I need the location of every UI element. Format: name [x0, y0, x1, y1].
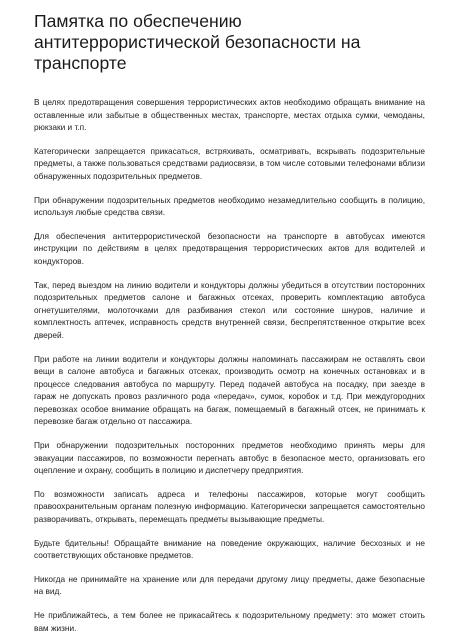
paragraph-2: Категорически запрещается прикасаться, встряхивать, осматривать, вскрывать подозрительные предметы, а также пользоваться средствами радиосвязи, в том числе сотовыми телефонами вблизи обнаруженных подозрительных предметов. — [34, 145, 425, 181]
paragraph-1: В целях предотвращения совершения террористических актов необходимо обращать внимание на оставленные или забытые в общественных местах, транспорте, местах отдыха сумки, чемоданы, рюкзаки и т.п. — [34, 97, 425, 133]
paragraph-5: Так, перед выездом на линию водители и кондукторы должны убедиться в отсутствии посторонних подозрительных предметов салоне и багажных отсеках, проверить комплектацию автобуса огнетушителями, молоточками для разбивания стекол или состояние шнуров, наличие и комплектность аптечек, исправность средств внутренней связи, беспрепятственное открытие всех дверей. — [34, 279, 425, 340]
paragraph-6: При работе на линии водители и кондукторы должны напоминать пассажирам не оставлять свои вещи в салоне автобуса и багажных отсеках, производить осмотр на конечных остановках и в процессе следования автобуса по маршруту. Перед подачей автобуса на посадку, при заезде в гараж не допускать провоз различного рода «передач», сумок, коробок и т.д. При междугородних перевозках особое внимание обращать на багаж, помещаемый в багажный отсек, не принимать к перевозке багаж отдельно от пассажира. — [34, 353, 425, 427]
paragraph-4: Для обеспечения антитеррористической безопасности на транспорте в автобусах имеются инструкции по действиям в целях предотвращения террористических актов для водителей и кондукторов. — [34, 230, 425, 266]
paragraph-7: При обнаружении подозрительных посторонних предметов необходимо принять меры для эвакуации пассажиров, по возможности перегнать автобус в безопасное место, организовать его оцепление и охрану, сообщить в полицию и диспетчеру предприятия. — [34, 440, 425, 476]
paragraph-11: Не приближайтесь, а тем более не прикасайтесь к подозрительному предмету: это может стоить вам жизни. — [34, 610, 425, 633]
document-title: Памятка по обеспечению антитеррористической безопасности на транспорте — [34, 11, 361, 73]
paragraph-8: По возможности записать адреса и телефоны пассажиров, которые могут сообщить правоохранительным органам полезную информацию. Категорически запрещается самостоятельно разворачивать, открывать, перемещать предметы вызывающие предметы. — [34, 488, 425, 525]
paragraph-9: Будьте бдительны! Обращайте внимание на поведение окружающих, наличие бесхозных и не соответствующих обстановке предметов. — [34, 537, 425, 561]
paragraph-3: При обнаружении подозрительных предметов необходимо незамедлительно сообщить в полицию, используя любые средства связи. — [34, 194, 425, 218]
paragraph-10: Никогда не принимайте на хранение или для передачи другому лицу предметы, даже безопасные на вид. — [34, 573, 425, 597]
